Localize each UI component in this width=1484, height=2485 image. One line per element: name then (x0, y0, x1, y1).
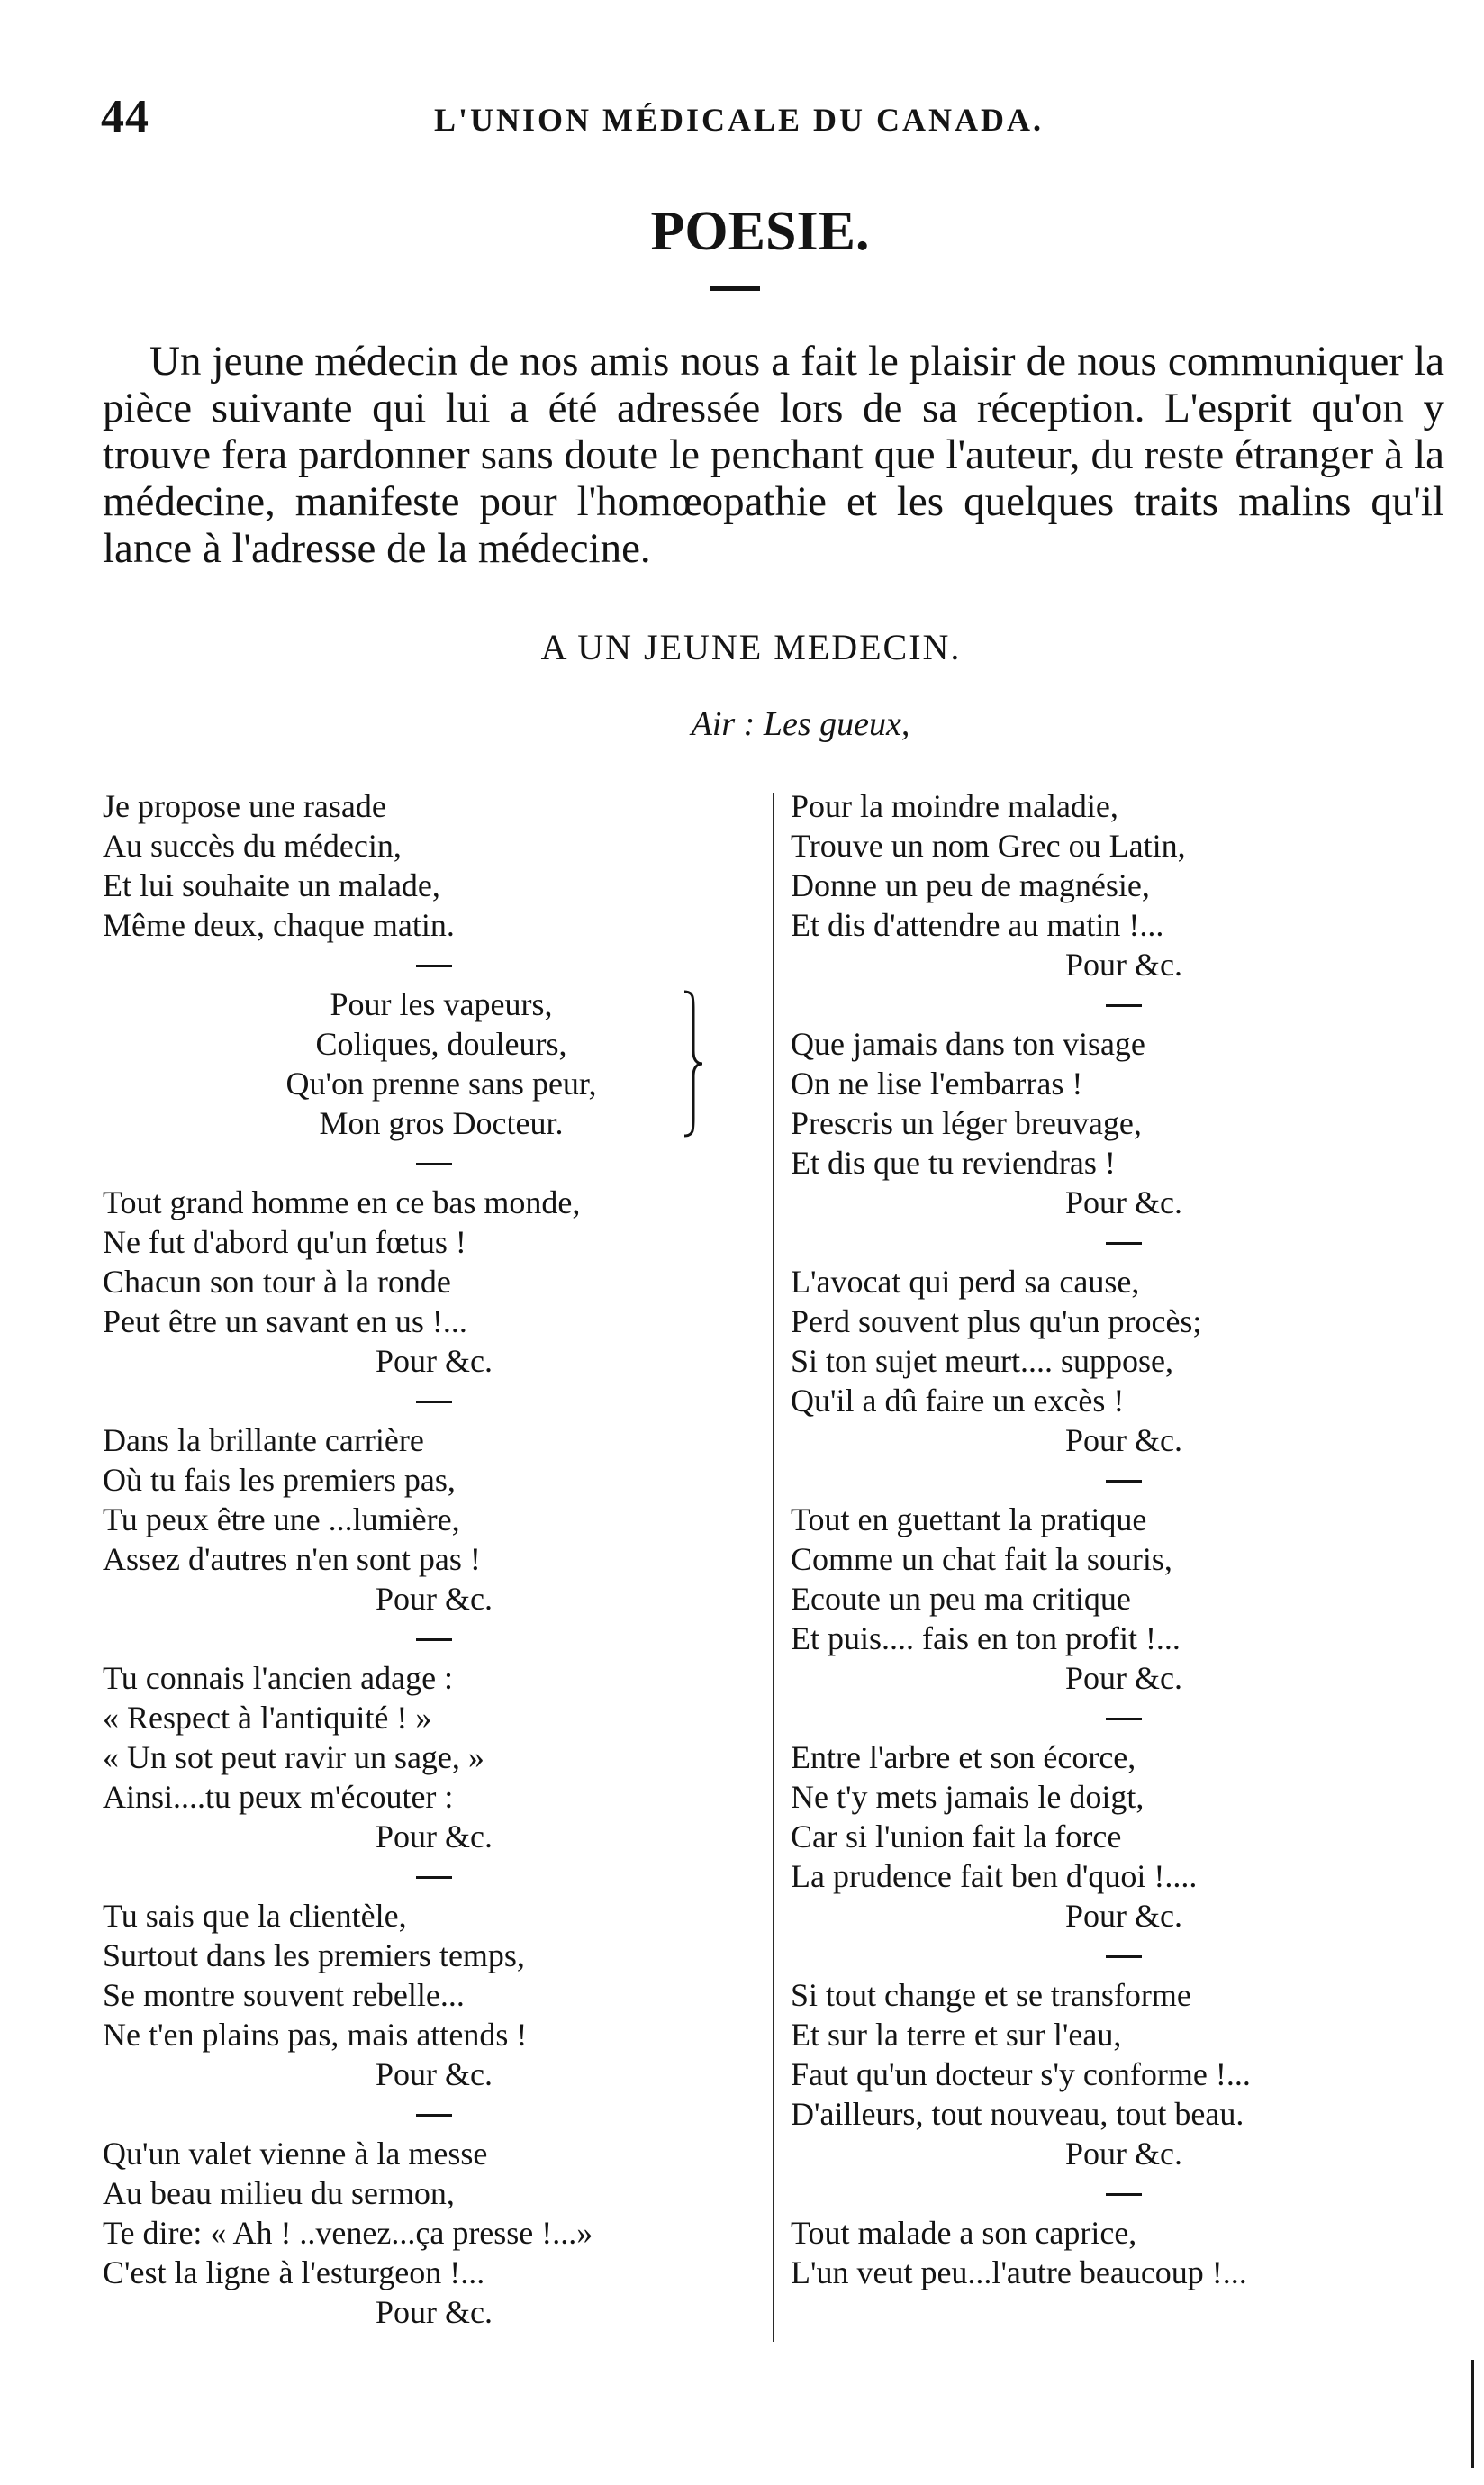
verse-line: Et dis que tu reviendras ! (791, 1145, 1116, 1181)
stanza-separator (791, 1698, 1457, 1737)
verse-line: Et lui souhaite un malade, (103, 867, 440, 903)
verse-line: Tout en guettant la pratique (791, 1501, 1147, 1537)
stanza-separator (103, 1856, 765, 1896)
refrain: Pour &c. (1065, 1660, 1182, 1696)
stanza-separator (791, 1936, 1457, 1975)
verse-line: La prudence fait ben d'quoi !.... (791, 1858, 1198, 1894)
verse-line: Donne un peu de magnésie, (791, 867, 1150, 903)
verse-line: Assez d'autres n'en sont pas ! (103, 1541, 481, 1577)
verse-line: Je propose une rasade (103, 788, 386, 824)
refrain: Pour &c. (376, 1581, 493, 1617)
refrain: Pour &c. (1065, 1184, 1182, 1220)
stanza (103, 1420, 765, 1619)
verse-line: Si tout change et se transforme (791, 1977, 1191, 2013)
stanza (791, 1500, 1457, 1698)
stanza (791, 2213, 1457, 2292)
verse-line: Car si l'union fait la force (791, 1818, 1122, 1855)
verse-line: Que jamais dans ton visage (791, 1026, 1145, 1062)
chorus (103, 984, 693, 1143)
verse-line: Trouve un nom Grec ou Latin, (791, 828, 1186, 864)
verse-line: L'un veut peu...l'autre beaucoup !... (791, 2254, 1247, 2290)
verse-line: Ne t'y mets jamais le doigt, (791, 1779, 1145, 1815)
verse-line: « Respect à l'antiquité ! » (103, 1700, 432, 1736)
poem-title: A UN JEUNE MEDECIN. (540, 627, 962, 667)
section-title: POESIE. (650, 201, 870, 262)
verse-line: Tu peux être une ...lumière, (103, 1501, 460, 1537)
verse-line: Se montre souvent rebelle... (103, 1977, 465, 2013)
verse-line: Tu sais que la clientèle, (103, 1898, 407, 1934)
chorus-line: Mon gros Docteur. (319, 1105, 564, 1141)
poem-right-column (791, 786, 1457, 2292)
verse-line: Tout malade a son caprice, (791, 2215, 1137, 2251)
verse-line: Au succès du médecin, (103, 828, 402, 864)
refrain: Pour &c. (376, 2056, 493, 2092)
stanza-separator (791, 1460, 1457, 1500)
verse-line: Peut être un savant en us !... (103, 1303, 467, 1339)
stanza (103, 1896, 765, 2094)
verse-line: Comme un chat fait la souris, (791, 1541, 1172, 1577)
column-divider (773, 793, 774, 2342)
running-header (101, 90, 1091, 162)
refrain: Pour &c. (1065, 1422, 1182, 1458)
stanza-separator (103, 1143, 765, 1183)
verse-line: Qu'un valet vienne à la messe (103, 2136, 488, 2172)
stanza-separator (103, 1381, 765, 1420)
verse-line: Et sur la terre et sur l'eau, (791, 2017, 1122, 2053)
verse-line: Même deux, chaque matin. (103, 907, 455, 943)
verse-line: Ne t'en plains pas, mais attends ! (103, 2017, 528, 2053)
verse-line: Et dis d'attendre au matin !... (791, 907, 1164, 943)
refrain: Pour &c. (376, 1818, 493, 1855)
refrain: Pour &c. (1065, 1898, 1182, 1934)
verse-line: Ainsi....tu peux m'écouter : (103, 1779, 454, 1815)
verse-line: « Un sot peut ravir un sage, » (103, 1739, 484, 1775)
verse-line: Surtout dans les premiers temps, (103, 1937, 525, 1973)
verse-line: Tu connais l'ancien adage : (103, 1660, 454, 1696)
stanza (103, 2134, 765, 2332)
page-number: 44 (101, 91, 149, 142)
stanza (791, 1262, 1457, 1460)
stanza (103, 786, 765, 945)
stanza (103, 1183, 765, 1381)
verse-line: Où tu fais les premiers pas, (103, 1462, 456, 1498)
verse-line: Chacun son tour à la ronde (103, 1264, 451, 1300)
verse-line: Au beau milieu du sermon, (103, 2175, 455, 2211)
stanza (791, 1975, 1457, 2173)
verse-line: Si ton sujet meurt.... suppose, (791, 1343, 1173, 1379)
stanza-separator (791, 984, 1457, 1024)
running-title: L'UNION MÉDICALE DU CANADA. (434, 102, 1045, 138)
verse-line: Qu'il a dû faire un excès ! (791, 1383, 1125, 1419)
refrain: Pour &c. (376, 2294, 493, 2330)
brace-icon (683, 988, 704, 1139)
verse-line: Ecoute un peu ma critique (791, 1581, 1131, 1617)
stanza-separator (103, 2094, 765, 2134)
refrain: Pour &c. (376, 1343, 493, 1379)
stanza-separator (791, 2173, 1457, 2213)
verse-line: L'avocat qui perd sa cause, (791, 1264, 1140, 1300)
stanza (103, 1658, 765, 1856)
stanza-separator (791, 1222, 1457, 1262)
stanza (791, 1024, 1457, 1222)
stanza (791, 1737, 1457, 1936)
chorus-line: Pour les vapeurs, (330, 986, 553, 1022)
verse-line: On ne lise l'embarras ! (791, 1066, 1083, 1102)
verse-line: Te dire: « Ah ! ..venez...ça presse !...» (103, 2215, 593, 2251)
stanza (791, 786, 1457, 984)
stanza-separator (103, 945, 765, 984)
verse-line: D'ailleurs, tout nouveau, tout beau. (791, 2096, 1244, 2132)
verse-line: Faut qu'un docteur s'y conforme !... (791, 2056, 1251, 2092)
stanza-separator (103, 1619, 765, 1658)
verse-line: Entre l'arbre et son écorce, (791, 1739, 1136, 1775)
verse-line: Perd souvent plus qu'un procès; (791, 1303, 1202, 1339)
poem-air: Air : Les gueux, (691, 705, 910, 743)
refrain: Pour &c. (1065, 2136, 1182, 2172)
verse-line: Prescris un léger breuvage, (791, 1105, 1142, 1141)
refrain: Pour &c. (1065, 947, 1182, 983)
chorus-line: Qu'on prenne sans peur, (285, 1066, 597, 1102)
verse-line: Tout grand homme en ce bas monde, (103, 1184, 581, 1220)
chorus-line: Coliques, douleurs, (315, 1026, 567, 1062)
verse-line: Pour la moindre maladie, (791, 788, 1118, 824)
verse-line: Ne fut d'abord qu'un fœtus ! (103, 1224, 466, 1260)
verse-line: Et puis.... fais en ton profit !... (791, 1620, 1181, 1656)
verse-line: C'est la ligne à l'esturgeon !... (103, 2254, 485, 2290)
intro-paragraph: Un jeune médecin de nos amis nous a fait le plaisir de nous communiquer la pièce suivante qui lui a été adressée lors de sa réception. L'esprit qu'on y trouve fera pardonner sans doute le penchant que l'auteur, du reste étranger à la médecine, manifeste pour l'homœopathie et les quelques traits malins qu'il lance à l'adresse de la médecine. (103, 338, 1444, 572)
title-rule (710, 286, 760, 291)
poem-left-column (103, 786, 765, 2332)
page-edge-mark (1471, 2360, 1474, 2468)
verse-line: Dans la brillante carrière (103, 1422, 424, 1458)
